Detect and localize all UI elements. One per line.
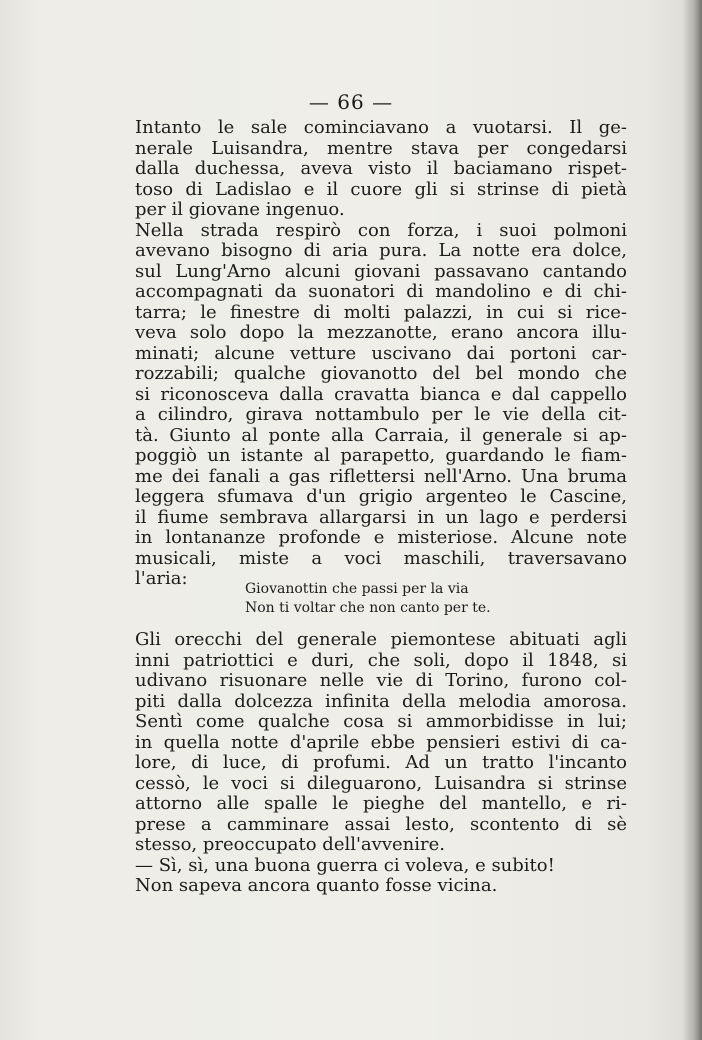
paragraph-1-line: sul Lung'Arno alcuni giovani passavano cantando — [135, 261, 627, 282]
paragraph-1-line: dalla duchessa, aveva visto il baciamano rispet- — [135, 159, 627, 179]
paragraph-1-line: poggiò un istante al parapetto, guardando le fiam- — [135, 446, 627, 466]
paragraph-1-line: Nella strada respirò con forza, i suoi polmoni — [135, 220, 627, 241]
paragraph-2-line: udivano risuonare nelle vie di Torino, furono col- — [135, 671, 627, 691]
paragraph-1-line: leggera sfumava d'un grigio argenteo le Cascine, — [135, 487, 627, 507]
paragraph-2-line: inni patriottici e duri, che soli, dopo il 1848, si — [135, 650, 627, 671]
paragraph-1-line: accompagnati da suonatori di mandolino e di chi- — [135, 282, 627, 302]
paragraph-1-line: per il giovane ingenuo. — [135, 200, 345, 220]
page-edge-shadow — [682, 0, 702, 1040]
paragraph-1-line: avevano bisogno di aria pura. La notte era dolce, — [135, 241, 627, 261]
paragraph-1-line: tarra; le finestre di molti palazzi, in cui si rice- — [135, 302, 627, 323]
paragraph-1-line: tà. Giunto al ponte alla Carraia, il generale si ap- — [135, 425, 627, 446]
verse-line: Non ti voltar che non canto per te. — [245, 600, 491, 616]
paragraph-2-line: prese a camminare assai lesto, scontento di sè — [135, 814, 627, 835]
paragraph-1-line: si riconosceva dalla cravatta bianca e dal cappello — [135, 384, 627, 405]
paragraph-2-line: Non sapeva ancora quanto fosse vicina. — [135, 876, 498, 896]
paragraph-2-line: lore, di luce, di profumi. Ad un tratto l'incanto — [135, 753, 627, 773]
paragraph-1-line: nerale Luisandra, mentre stava per congedarsi — [135, 138, 627, 159]
paragraph-2-line: attorno alle spalle le pieghe del mantello, e ri- — [135, 794, 627, 814]
paragraph-1-line: l'aria: — [135, 569, 188, 589]
paragraph-2-line: Gli orecchi del generale piemontese abituati agli — [135, 630, 627, 650]
paragraph-1-line: in lontananze profonde e misteriose. Alcune note — [135, 528, 627, 548]
paragraph-1-line: toso di Ladislao e il cuore gli si strinse di pietà — [135, 179, 627, 200]
paragraph-1-line: il fiume sembrava allargarsi in un lago e perdersi — [135, 507, 627, 528]
verse-quote — [245, 580, 565, 618]
paragraph-1-line: a cilindro, girava nottambulo per le vie della cit- — [135, 405, 627, 425]
paragraph-2-line: Sentì come qualche cosa si ammorbidisse in lui; — [135, 712, 627, 732]
paragraph-1-line: rozzabili; qualche giovanotto del bel mondo che — [135, 364, 627, 384]
paragraph-1-line: minati; alcune vetture uscivano dai portoni car- — [135, 343, 627, 364]
page-number: — 66 — — [308, 90, 394, 114]
paragraph-1-line: veva solo dopo la mezzanotte, erano ancora illu- — [135, 323, 627, 343]
paragraph-2-line: in quella notte d'aprile ebbe pensieri estivi di ca- — [135, 732, 627, 753]
paragraph-1-line: Intanto le sale cominciavano a vuotarsi. Il ge- — [135, 118, 627, 138]
paragraph-2-line: — Sì, sì, una buona guerra ci voleva, e subito! — [135, 855, 555, 876]
paragraph-2-line: stesso, preoccupato dell'avvenire. — [135, 835, 445, 855]
paragraph-1-line: musicali, miste a voci maschili, traversavano — [135, 548, 627, 569]
paragraph-1 — [135, 118, 627, 590]
paragraph-2-line: piti dalla dolcezza infinita della melodia amorosa. — [135, 691, 627, 712]
paragraph-2-line: cessò, le voci si dileguarono, Luisandra si strinse — [135, 773, 627, 794]
paragraph-2 — [135, 630, 627, 897]
verse-line: Giovanottin che passi per la via — [245, 581, 469, 597]
paragraph-1-line: me dei fanali a gas riflettersi nell'Arno. Una bruma — [135, 466, 627, 487]
